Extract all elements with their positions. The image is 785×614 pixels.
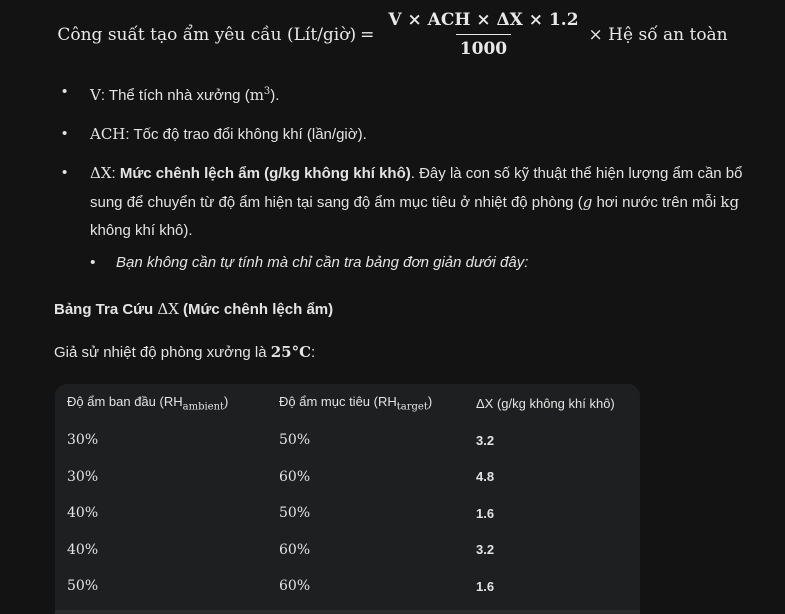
bullet-icon: • <box>90 254 96 271</box>
assumption-suffix: : <box>311 344 316 361</box>
table-row <box>55 495 640 532</box>
assumption-prefix: Giả sử nhiệt độ phòng xưởng là <box>54 344 271 361</box>
cell-ambient: 30% <box>67 432 99 449</box>
table-row <box>55 532 640 569</box>
table-row <box>55 422 640 459</box>
bullet-icon: • <box>62 125 68 142</box>
table-row <box>55 568 640 605</box>
sub-list-item <box>90 249 762 277</box>
section-title <box>54 300 333 318</box>
formula-denominator: 1000 <box>456 34 511 59</box>
variable-tail: ). <box>270 87 280 104</box>
column-header-target: Độ ẩm mục tiêu $(RH_{target})$ <box>279 393 433 413</box>
variable-symbol: ΔX <box>90 164 112 182</box>
variable-description-3: không khí khô). <box>90 222 193 239</box>
unit-kg: kg <box>720 193 740 211</box>
delta-x-lookup-table <box>55 384 640 614</box>
cell-delta-x: 1.6 <box>476 578 495 594</box>
column-header-delta-x: ΔX (g/kg không khí khô) <box>476 395 615 411</box>
table-row <box>55 459 640 496</box>
formula-suffix: × Hệ số an toàn <box>588 24 728 45</box>
formula-numerator: V × ACH × ΔX × 1.2 <box>388 10 579 30</box>
cell-target: 50% <box>279 505 311 522</box>
bullet-icon: • <box>62 164 68 181</box>
list-item-volume <box>62 78 762 110</box>
cell-ambient: 50% <box>67 578 99 595</box>
variable-description: : Thể tích nhà xưởng ( <box>100 87 250 104</box>
table <box>55 384 640 605</box>
variable-list <box>62 78 762 287</box>
variable-description: : Tốc độ trao đổi không khí (lần/giờ). <box>125 126 367 143</box>
variable-description-2: hơi nước trên mỗi <box>592 194 721 211</box>
variable-colon: : <box>111 165 116 182</box>
unit-exponent: 3 <box>263 86 271 97</box>
formula-label: Công suất tạo ẩm yêu cầu (Lít/giờ) <box>57 24 357 45</box>
cell-ambient: 40% <box>67 505 99 522</box>
unit-g: g <box>582 193 593 211</box>
formula-fraction <box>384 10 582 59</box>
variable-symbol: ACH <box>90 125 126 143</box>
cell-target: 50% <box>279 432 311 449</box>
section-title-prefix: Bảng Tra Cứu <box>54 301 158 318</box>
cell-target: 60% <box>279 468 311 485</box>
unit: m <box>249 86 264 104</box>
cell-delta-x: 4.8 <box>476 469 495 485</box>
sub-list-text: Bạn không cần tự tính mà chỉ cần tra bảng đơn giản dưới đây: <box>116 254 529 271</box>
variable-bold-definition: Mức chênh lệch ẩm (g/kg không khí khô) <box>119 165 411 182</box>
variable-description: . Đây là con số kỹ thuật thể hiện lượng ẩm cần bổ sung để chuyển từ độ ẩm hiện tại sang độ ẩm mục tiêu ở nhiệt độ phòng ( <box>90 165 743 211</box>
assumption-value: 25°C <box>270 343 312 361</box>
column-header-ambient: Độ ẩm ban đầu $(RH_{ambient})$ <box>67 393 229 413</box>
list-item-delta-x <box>62 159 762 277</box>
list-item-ach <box>62 120 762 149</box>
humidifier-capacity-formula <box>0 10 785 59</box>
cell-delta-x: 3.2 <box>476 542 495 558</box>
temperature-assumption <box>54 343 315 361</box>
variable-symbol: V <box>90 86 101 104</box>
cell-ambient: 30% <box>67 468 99 485</box>
cell-target: 60% <box>279 578 311 595</box>
section-title-suffix: (Mức chênh lệch ẩm) <box>178 301 334 318</box>
cell-ambient: 40% <box>67 541 99 558</box>
sub-list <box>90 249 762 277</box>
cell-delta-x: 3.2 <box>476 432 495 448</box>
formula-equals: = <box>360 24 375 45</box>
table-header-row <box>55 384 640 422</box>
bullet-icon: • <box>62 83 68 100</box>
cell-target: 60% <box>279 541 311 558</box>
cell-delta-x: 1.6 <box>476 505 495 521</box>
section-title-symbol: ΔX <box>157 300 179 318</box>
table-footer-band <box>55 610 640 614</box>
